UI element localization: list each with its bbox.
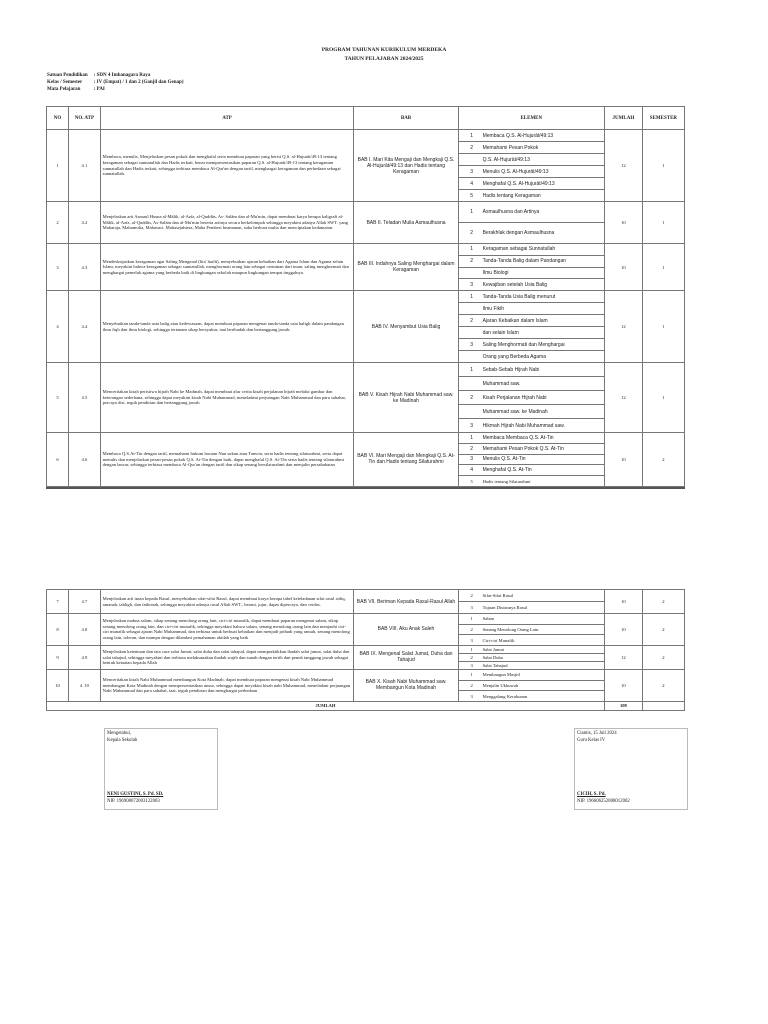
elemen-number: 2 — [470, 682, 473, 688]
elemen-item — [458, 465, 604, 476]
elemen-number: 1 — [470, 366, 473, 373]
elemen-number: 3 — [470, 341, 473, 348]
meta-value: : PAI — [93, 87, 105, 92]
row-jumlah: 10 — [604, 202, 642, 244]
elemen-item — [458, 433, 604, 444]
table-row — [47, 669, 685, 680]
row-jumlah: 10 — [604, 244, 642, 291]
row-bab: BAB I. Mari Kita Mengaji dan Mengkaji Q.S. Al-Hujurāt/49:13 dan Hadis tentang Keragaman — [354, 130, 458, 202]
elemen-item — [458, 255, 604, 267]
elemen-item — [458, 624, 604, 635]
row-semester: 1 — [642, 291, 684, 363]
elemen-text: Sifat-Sifat Rasul — [482, 593, 514, 598]
meta-value: : IV (Empat) / 1 dan 2 (Ganjil dan Genap) — [93, 80, 184, 85]
elemen-number: 3 — [470, 662, 473, 668]
row-atp-no: 4.5 — [69, 363, 101, 433]
meta-value: : SDN 4 Imbanagara Raya — [93, 73, 151, 78]
row-atp-no: 4.8 — [69, 614, 101, 646]
row-no: 10 — [47, 669, 69, 701]
sig-right-line2: Guru Kelas IV — [577, 738, 606, 743]
elemen-item — [458, 405, 604, 419]
elemen-text: Tanda-Tanda Usia Balig menurut — [482, 293, 556, 300]
row-jumlah: 12 — [604, 645, 642, 669]
col-atp: ATP — [100, 107, 354, 130]
elemen-text: Muhammad saw. — [482, 380, 521, 387]
row-no: 5 — [47, 363, 69, 433]
row-atp-text: Menyebutkan tanda-tanda usia balig atau kedewasaan, dapat membuat paparan mengenai tanda-tanda usia baligh dalam pandangan ilmu fiqh dan ilmu biologi, sehingga tertanam sikap bersyukur, taat beribadah dan bertanggung jawab. — [100, 291, 354, 363]
elemen-text: Hikmah Hijrah Nabi Muhammad saw. — [482, 422, 565, 429]
row-bab: BAB III. Indahnya Saling Menghargai dalam Keragaman — [354, 244, 458, 291]
row-atp-text: Menjelaskan makna salam, sikap senang menolong orang lain, ciri-ciri munafik, dapat membuat paparan mengenai salam, sikap senang menolong orang lain, dan ciri-ciri munafik, sehingga meyakini bahwa salam, senang menolong orang lain dan menjauhi ciri-ciri munafik sebagai ajaran Nabi Muhammad, dan terbiasa untuk berbuat kebaikan dan menjadi pribadi yang ramah, senang menolong orang lain, toleran, dan mampu dengan dilandasi pemahaman akidah yang baik — [100, 614, 354, 646]
table-row — [47, 202, 685, 223]
row-bab: BAB X. Kisah Nabi Muhammad saw. Membangun Kota Madinah — [354, 669, 458, 701]
elemen-item — [458, 190, 604, 202]
elemen-text: Sebab-Sebab Hijrah Nabi — [482, 366, 540, 373]
elemen-item — [458, 419, 604, 433]
atp-table-bottom — [46, 589, 685, 711]
elemen-text: Asmaulhusna dan Artinya — [482, 209, 540, 215]
table-row — [47, 244, 685, 256]
sig-left-line2: Kepala Sekolah — [107, 738, 138, 743]
elemen-text: Membaca Membaca Q.S. At-Tin — [482, 434, 554, 441]
elemen-number: 1 — [470, 293, 473, 300]
elemen-number: 5 — [470, 478, 473, 484]
elemen-item — [458, 142, 604, 154]
row-atp-no: 4.4 — [69, 291, 101, 363]
atp-table-top — [46, 106, 685, 487]
elemen-number: 2 — [470, 230, 473, 236]
elemen-item — [458, 166, 604, 178]
elemen-item — [458, 267, 604, 279]
row-semester: 1 — [642, 202, 684, 244]
elemen-item — [458, 645, 604, 653]
program-title: PROGRAM TAHUNAN KURIKULUM MERDEKA — [321, 47, 447, 53]
elemen-text: Salat Duha — [482, 654, 503, 660]
sig-left-nip: NIP. 196908072003122003 — [107, 799, 160, 804]
row-atp-no: 4.9 — [69, 645, 101, 669]
elemen-text: Menghafal Q.S. Al-Hujurāt/49:13 — [482, 180, 555, 187]
elemen-number: 1 — [470, 132, 473, 139]
elemen-number: 3 — [470, 422, 473, 429]
elemen-item — [458, 602, 604, 614]
row-atp-text: Membaca Q.S.At-Tin dengan tartil, memahami hukum bacaan Nun sukun atau Tanwin, serta hadis tentang silaturahmi, serta dapat menulis dan menjelaskan pesan-pesan pokok Q.S. At-Tin dengan baik, dapat menghafal Q.S. At-Tīn serta hadis tentang silaturahmi dengan lancar, sehingga terbiasa membaca Al-Qur'an dengan tartil dan sikap senang bersilaturahmi dan menjalin persahabatan — [100, 433, 354, 487]
elemen-number: 1 — [470, 434, 473, 441]
elemen-item — [458, 454, 604, 465]
table-row — [47, 645, 685, 653]
row-no: 8 — [47, 614, 69, 646]
elemen-text: Menulis Q.S. Al-Hujurāt/49:13 — [482, 168, 549, 175]
elemen-item — [458, 590, 604, 602]
elemen-text: Ilmu Fikih — [482, 305, 505, 312]
row-atp-no: 4.2 — [69, 202, 101, 244]
elemen-number: 2 — [470, 445, 473, 452]
elemen-number: 1 — [470, 246, 473, 253]
elemen-item — [458, 130, 604, 142]
row-jumlah: 10 — [604, 433, 642, 487]
table-row — [47, 614, 685, 625]
table-row — [47, 433, 685, 444]
elemen-number: 1 — [470, 209, 473, 215]
elemen-text: Kisah Perjalanan Hijrah Nabi — [482, 394, 547, 401]
elemen-number: 3 — [470, 456, 473, 463]
elemen-text: Membangun Masjid — [482, 672, 520, 678]
elemen-item — [458, 279, 604, 291]
elemen-text: Ilmu Biologi — [482, 269, 509, 276]
elemen-item — [458, 363, 604, 377]
elemen-number: 2 — [470, 394, 473, 401]
sig-right-nip: NIP. 196606252008012002 — [577, 799, 630, 804]
elemen-item — [458, 327, 604, 339]
total-value: 108 — [604, 701, 642, 710]
elemen-text: Kewajiban setelah Usia Balig — [482, 281, 548, 288]
signature-teacher — [574, 728, 688, 810]
row-bab: BAB IV. Menyambut Usia Balig — [354, 291, 458, 363]
col-semester: SEMESTER — [642, 107, 684, 130]
elemen-number: 3 — [470, 168, 473, 175]
row-atp-text: Menjelaskan arti Asmaul Husna al-Mālik, al-Azīz, al-Quddūs, As- Salām dan al-Mu'min, dapat membuat karya berupa kaligrafi al-Mālik, al-Azīz, al-Quddūs, As-Salām dan al-Mu'min beserta artinya secara berkelompok sehingga meyakini adanya Allah SWT. yang Maharaja, Mahamulia, Mahasuci, Mahasejahtera, Maha Pemberi keamanan, suka berbuat mulia dan menciptakan kedamaian. — [100, 202, 354, 244]
col-bab: BAB — [354, 107, 458, 130]
row-atp-no: 4.6 — [69, 433, 101, 487]
sig-right-line1: Ciamis, 15 Juli 2024 — [577, 731, 617, 736]
elemen-text: dan selain Islam — [482, 329, 519, 336]
total-label: JUMLAH — [47, 701, 605, 710]
table-row — [47, 363, 685, 377]
elemen-text: Q.S. Al-Hujurāt/49:13 — [482, 156, 530, 163]
row-atp-text: Menjelaskan arti iman kepada Rasul, menyebutkan sifat-sifat Rasul, dapat membuat karya berupa tabel keteladanan sifat rasul sidiq, amanah, tabligh, dan fathonah, sehingga meyakini adanya rasul Allah SWT., berani, jujur, dapat dipercaya, dan cerdas. — [100, 590, 354, 614]
row-semester: 1 — [642, 244, 684, 291]
row-semester: 2 — [642, 669, 684, 701]
program-year: TAHUN PELAJARAN 2024/2025 — [344, 56, 424, 62]
elemen-number: 3 — [470, 637, 473, 643]
row-bab: BAB VI. Mari Mengaji dan Mengkaji Q.S. At-Tin dan Hadis tentang Silaturahmi — [354, 433, 458, 487]
row-atp-no: 4.3 — [69, 244, 101, 291]
row-jumlah: 12 — [604, 130, 642, 202]
elemen-text: Menjalin Ukhuwah — [482, 682, 519, 688]
elemen-text: Orang yang Berbeda Agama — [482, 353, 546, 360]
elemen-item — [458, 635, 604, 646]
meta-label: Satuan Pendidikan — [47, 73, 88, 78]
row-no: 6 — [47, 433, 69, 487]
table-row — [47, 291, 685, 303]
row-semester: 2 — [642, 433, 684, 487]
row-atp-text: Menjelaskan ketentuan dan tata cara salat Jumat, salat duha dan salat tahajud, dapat mempraktikkan ibadah salat jumat, salat duha dan salat tahajud, sehingga meyakini dan terbiasa melaksanakan ibadah wajib dan sunah dengan tertib dan penuh tanggung jawab sebagai bentuk ketaatan kepada Allah — [100, 645, 354, 669]
meta-label: Kelas / Semester — [47, 80, 83, 85]
row-jumlah: 10 — [604, 669, 642, 701]
row-atp-no: 4.7 — [69, 590, 101, 614]
page-break-top — [46, 487, 685, 489]
elemen-text: Hadis tentang Keragaman — [482, 192, 541, 199]
elemen-item — [458, 669, 604, 680]
elemen-text: Berakhlak dengan Asmaulhusna — [482, 230, 555, 236]
elemen-number: 4 — [470, 180, 473, 187]
row-atp-text: Menceritakan kisah Nabi Muhammad membangun Kota Madinah, dapat membuat paparan mengenai kisah Nabi Muhammad membangun Kota Madinah dengan mempresentasikan unsur, sehingga dapat meyakini kisah nabi Muhammad, meneladani perjuangan Nabi Muhammad dan para sahabat, taat, teguh pendirian dan menghargai perbedaan — [100, 669, 354, 701]
row-atp-no: 4. 10 — [69, 669, 101, 701]
elemen-number: 2 — [470, 654, 473, 660]
row-atp-no: 4.1 — [69, 130, 101, 202]
row-no: 9 — [47, 645, 69, 669]
elemen-number: 2 — [470, 593, 473, 598]
elemen-item — [458, 351, 604, 363]
elemen-item — [458, 661, 604, 669]
elemen-number: 5 — [470, 192, 473, 199]
elemen-item — [458, 653, 604, 661]
elemen-item — [458, 680, 604, 691]
row-semester: 1 — [642, 130, 684, 202]
sig-right-name: CICIH, S. Pd. — [577, 792, 606, 797]
elemen-number: 2 — [470, 258, 473, 265]
elemen-number: 1 — [470, 646, 473, 652]
sig-left-line1: Mengetahui, — [107, 731, 132, 736]
elemen-number: 4 — [470, 467, 473, 474]
elemen-text: Menulis Q.S. At-Tin — [482, 456, 526, 463]
row-atp-text: Membaca, menulis, Menjelaskan pesan pokok dan menghafal serta membuat paparan yang berisi Q.S. al-Hujurāt/49:13 tentang keragaman sebagai sunnatullah dan Hadis terkait, benar mempresentasikan paparan Q.S. al-Hujurāt/49:13 tentang keragaman sunnatullah dan Hadis terkait, sehingga terbiasa membaca Al-Qur'an dengan tartil, menghargai keragaman dan perbedaan sebagai sunnatullah. — [100, 130, 354, 202]
elemen-text: Salat Jumat — [482, 646, 504, 652]
elemen-text: Salat Tahajud — [482, 662, 508, 668]
meta-info — [47, 72, 190, 93]
col-no: NO — [47, 107, 69, 130]
elemen-number: 3 — [470, 605, 473, 610]
elemen-number: 1 — [470, 616, 473, 622]
row-jumlah: 10 — [604, 590, 642, 614]
elemen-item — [458, 303, 604, 315]
elemen-number: 2 — [470, 626, 473, 632]
row-no: 1 — [47, 130, 69, 202]
row-bab: BAB IX. Mengenal Salat Jumat, Duha dan Tahajud — [354, 645, 458, 669]
row-semester: 2 — [642, 614, 684, 646]
row-atp-text: Mendeskripsikan keragaman agar Saling Mengenal (lita' ārafū), menyebutkan ajaran kebaikan dari Agama Islam dan Agama selain Islam, meyakini bahwa keragaman sebagai sunnatullah, menghormati orang lain sebagai cerminan dari iman, saling menghormati dan menghargai pemeluk agama yang berbeda baik di lingkungan sekolah maupun lingkungan tempat tinggalnya. — [100, 244, 354, 291]
elemen-text: Ajaran Kebaikan dalam Islam — [482, 317, 548, 324]
signature-headmaster — [104, 728, 218, 810]
elemen-item — [458, 614, 604, 625]
col-jumlah: JUMLAH — [604, 107, 642, 130]
elemen-text: Ciri-ciri Munafik — [482, 637, 515, 643]
elemen-text: Tanda-Tanda Balig dalam Pandangan — [482, 258, 567, 265]
elemen-item — [458, 691, 604, 702]
elemen-number: 2 — [470, 317, 473, 324]
elemen-text: Membaca Q.S. Al-Hujurāt/49:13 — [482, 132, 554, 139]
row-bab: BAB II. Teladan Mulia Asmaulhusna — [354, 202, 458, 244]
elemen-item — [458, 291, 604, 303]
elemen-item — [458, 476, 604, 487]
elemen-item — [458, 339, 604, 351]
row-no: 2 — [47, 202, 69, 244]
row-no: 3 — [47, 244, 69, 291]
row-atp-text: Menceritakan kisah peristiwa hijrah Nabi ke Madinah, dapat membuat alur cerita kisah perjalanan hijrah melalui gambar dan keterangan sederhana, sehingga dapat meyakini kisah Nabi Muhammad, meneladani perjuangan Nabi Muhammad dan para sahabat, percaya diri, teguh pendirian dan bertanggung jawab — [100, 363, 354, 433]
elemen-number: 1 — [470, 672, 473, 678]
col-atp-no: NO. ATP — [69, 107, 101, 130]
elemen-text: Salam — [482, 616, 495, 622]
row-jumlah: 10 — [604, 614, 642, 646]
elemen-item — [458, 202, 604, 223]
row-jumlah: 12 — [604, 363, 642, 433]
table-row — [47, 130, 685, 142]
elemen-text: Menghafal Q.S. At-Tin — [482, 467, 532, 474]
row-semester: 1 — [642, 363, 684, 433]
elemen-text: Menggalang Kerukunan — [482, 693, 528, 699]
elemen-number: 2 — [470, 144, 473, 151]
elemen-item — [458, 154, 604, 166]
elemen-text: Senang Menolong Orang Lain — [482, 626, 539, 632]
elemen-number: 3 — [470, 693, 473, 699]
elemen-text: Keragaman sebagai Sunnatullah — [482, 246, 556, 253]
sig-left-name: NENI GUSTINI, S. Pd. SD. — [107, 792, 164, 797]
elemen-text: Saling Menghormati dan Menghargai — [482, 341, 565, 348]
elemen-item — [458, 223, 604, 244]
row-bab: BAB V. Kisah Hijrah Nabi Muhammad saw. ke Madinah — [354, 363, 458, 433]
row-bab: BAB VIII. Aku Anak Saleh — [354, 614, 458, 646]
row-semester: 2 — [642, 645, 684, 669]
table-row — [47, 590, 685, 602]
elemen-item — [458, 244, 604, 256]
elemen-item — [458, 443, 604, 454]
elemen-text: Tujuan Diutusnya Rasul — [482, 605, 528, 610]
elemen-item — [458, 391, 604, 405]
row-bab: BAB VII. Beriman Kepada Rasul-Rasul Allah — [354, 590, 458, 614]
elemen-text: Hadis tentang Silaturahmi — [482, 478, 531, 484]
elemen-item — [458, 315, 604, 327]
row-semester: 2 — [642, 590, 684, 614]
elemen-item — [458, 178, 604, 190]
row-jumlah: 12 — [604, 291, 642, 363]
elemen-text: Memahami Pesan Pokok Q.S. At-Tin — [482, 445, 564, 452]
elemen-text: Memahami Pesan Pokok — [482, 144, 539, 151]
row-no: 4 — [47, 291, 69, 363]
meta-label: Mata Pelajaran — [47, 87, 81, 92]
col-elemen: ELEMEN — [458, 107, 604, 130]
elemen-number: 3 — [470, 281, 473, 288]
row-no: 7 — [47, 590, 69, 614]
elemen-item — [458, 377, 604, 391]
elemen-text: Muhammad saw. ke Madinah — [482, 408, 548, 415]
